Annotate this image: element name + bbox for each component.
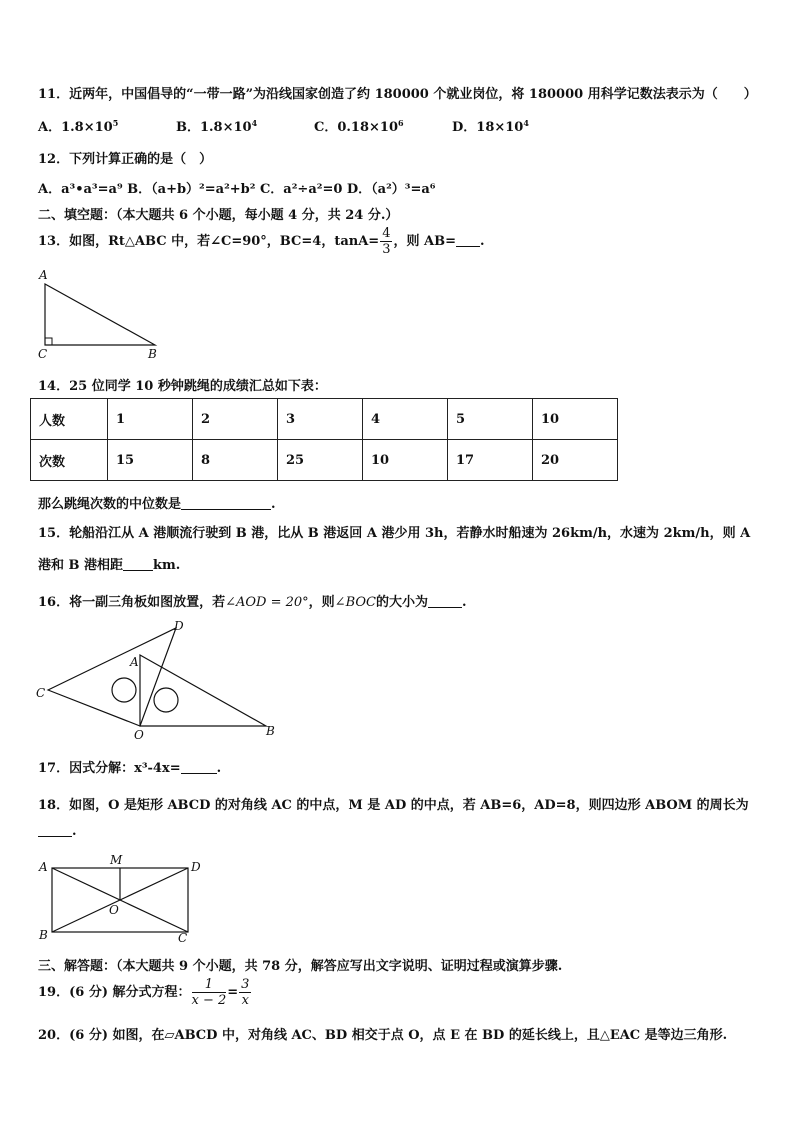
q20-stem: 20．(6 分) 如图，在▱ABCD 中，对角线 AC、BD 相交于点 O，点 E 在 BD 的延长线上，且△EAC 是等边三角形. [38,1028,728,1043]
label-a: A [130,655,139,669]
q18-answer-blank[interactable] [38,836,72,837]
table-cell: 4 [363,399,448,440]
table-cell: 1 [108,399,193,440]
q13-triangle-figure [30,266,170,362]
table-cell: 10 [363,440,448,481]
label-b: B [266,724,275,738]
table-cell: 8 [193,440,278,481]
table-header-times: 次数 [31,440,108,481]
q17-answer-blank[interactable] [181,773,217,774]
triangle-cod [48,628,176,726]
label-a: A [39,860,48,874]
equation-rhs-fraction: $\frac{3}{x}$ [241,977,250,1008]
q15-stem-line2: 港和 B 港相距 km. [38,558,181,573]
q16-stem: 16．将一副三角板如图放置，若∠AOD = 20°，则∠BOC的大小为 . [38,595,467,610]
q16-answer-blank[interactable] [428,607,462,608]
q15-answer-blank[interactable] [123,570,153,571]
label-b: B [148,347,157,361]
q13-answer-blank[interactable] [456,246,480,247]
q15-stem-line1: 15．轮船沿江从 A 港顺流行驶到 B 港，比从 B 港返回 A 港少用 3h，若静水时船速为 26km/h，水速为 2km/h，则 A [38,526,751,541]
label-o: O [134,728,144,742]
table-header-count: 人数 [31,399,108,440]
q12-options: A．a³•a³=a⁹ B．（a+b）²=a²+b² C．a²÷a²=0 D．（a²）³=a⁶ [38,182,436,197]
right-angle-mark [45,338,52,345]
label-o: O [109,903,119,917]
table-cell: 5 [448,399,533,440]
q12-stem: 12．下列计算正确的是（ ） [38,152,213,167]
q11-option-d: D．$18\times 10^4$ [452,118,529,135]
inner-circle-left [112,678,136,702]
q18-rectangle-figure [34,852,204,946]
q11-stem: 11．近两年，中国倡导的“一带一路”为沿线国家创造了约 180000 个就业岗位，将 180000 用科学记数法表示为（ ） [38,87,757,102]
q14-score-table [30,398,618,481]
q16-set-squares-figure [30,618,290,740]
section-fill-in-heading: 二、填空题：（本大题共 6 个小题，每小题 4 分，共 24 分.） [38,208,399,223]
q18-stem: 18．如图，O 是矩形 ABCD 的对角线 AC 的中点，M 是 AD 的中点，若 AB=6，AD=8，则四边形 ABOM 的周长为 [38,798,749,813]
label-c: C [36,686,46,700]
q19-stem: 19．(6 分) 解分式方程： $\frac{1}{x - 2}$ = $\frac{3}{x}$ [38,977,250,1008]
angle-aod: ∠AOD = 20° [225,595,309,610]
q17-stem: 17．因式分解：x³-4x= . [38,761,222,776]
label-a: A [39,268,48,282]
q14-answer-blank[interactable] [181,509,271,510]
angle-boc: ∠BOC [334,595,376,610]
section-solutions-heading: 三、解答题：（本大题共 9 个小题，共 78 分，解答应写出文字说明、证明过程或演算步骤. [38,959,563,974]
table-row [31,399,618,440]
label-d: D [174,619,184,633]
label-m: M [110,853,123,867]
label-b: B [39,928,48,942]
q11-option-b: B．$1.8\times 10^4$ [176,118,258,135]
triangle-abc [45,284,155,345]
table-cell: 10 [533,399,618,440]
q14-stem: 14．25 位同学 10 秒钟跳绳的成绩汇总如下表： [38,379,327,394]
label-c: C [38,347,48,361]
table-cell: 15 [108,440,193,481]
q14-question: 那么跳绳次数的中位数是 . [38,497,276,512]
table-cell: 25 [278,440,363,481]
q11-option-a: A．$1.8\times 10^5$ [38,118,119,135]
table-cell: 17 [448,440,533,481]
table-cell: 2 [193,399,278,440]
q13-stem: 13．如图，Rt△ABC 中，若∠C=90°，BC=4，tanA= $\frac{4}{3}$ ，则 AB= . [38,226,485,257]
tan-fraction: $\frac{4}{3}$ [382,226,391,257]
table-cell: 3 [278,399,363,440]
equation-lhs-fraction: $\frac{1}{x - 2}$ [191,977,227,1008]
q18-answer-line: . [38,824,77,839]
label-c: C [178,931,188,945]
table-cell: 20 [533,440,618,481]
q11-option-c: C．$0.18\times 10^6$ [314,118,404,135]
table-row [31,440,618,481]
label-d: D [191,860,201,874]
inner-circle-right [154,688,178,712]
